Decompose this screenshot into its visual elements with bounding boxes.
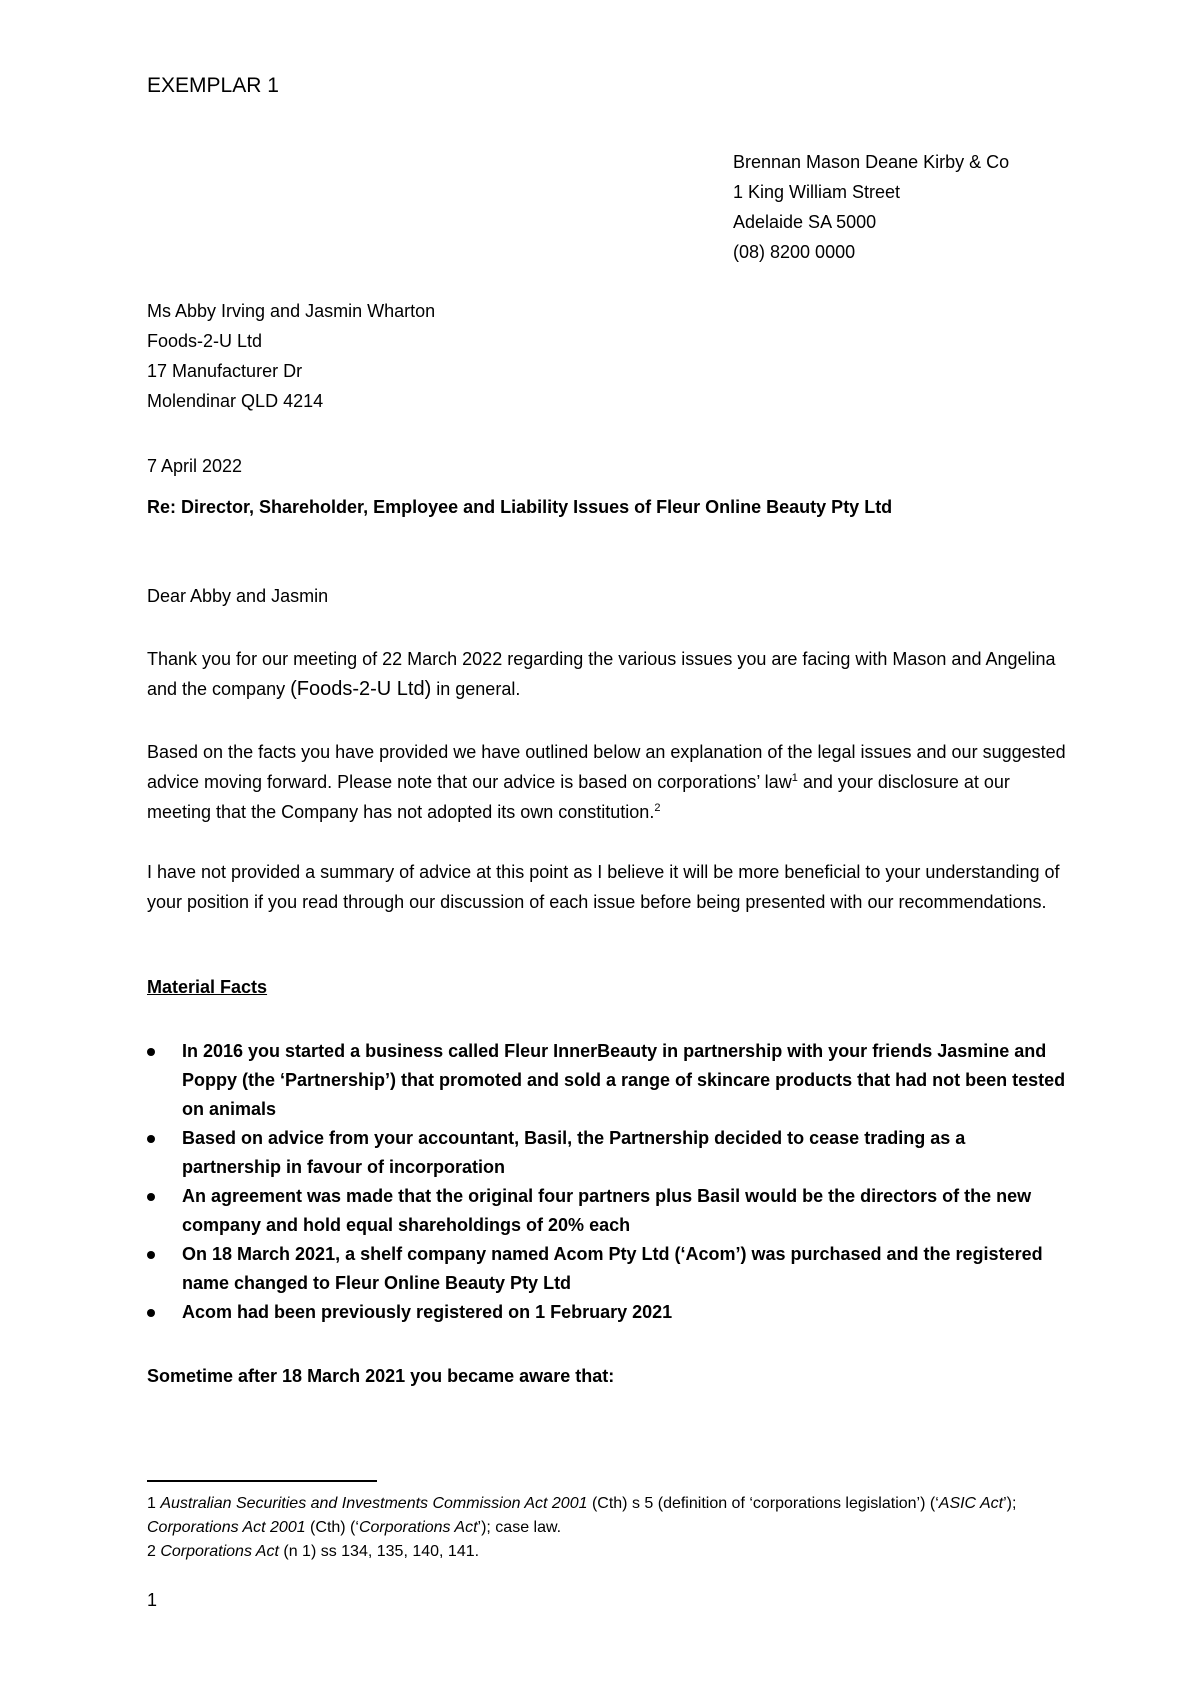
list-item-text: Acom had been previously registered on 1 February 2021 (182, 1302, 673, 1322)
sender-city: Adelaide SA 5000 (733, 212, 877, 232)
footnote-1-title-1: Australian Securities and Investments Commission Act 2001 (160, 1495, 588, 1512)
recipient-company: Foods-2-U Ltd (147, 331, 263, 351)
bullet-icon (147, 1048, 155, 1056)
footnote-1-abbr-2: Corporations Act (358, 1519, 478, 1536)
paragraph-advice-basis (147, 737, 1067, 827)
salutation: Dear Abby and Jasmin (147, 586, 329, 606)
footnote-2-end: (n 1) ss 134, 135, 140, 141. (278, 1543, 480, 1560)
recipient-city: Molendinar QLD 4214 (147, 391, 324, 411)
footnote-1 (147, 1492, 1067, 1540)
list-item (147, 1240, 1067, 1298)
section-title-material-facts: Material Facts (147, 977, 268, 997)
footnote-2-title: Corporations Act (160, 1543, 279, 1560)
footnote-ref-1: 1 (791, 772, 798, 784)
closing-line: Sometime after 18 March 2021 you became aware that: (147, 1366, 615, 1386)
letter-date: 7 April 2022 (147, 456, 243, 476)
paragraph-summary-note: I have not provided a summary of advice at this point as I believe it will be more beneficial to your understanding of your position if you read through our discussion of each issue before being presented with our recommendations. (147, 862, 1060, 912)
footnote-1-title-2: Corporations Act 2001 (147, 1519, 306, 1536)
list-item (147, 1037, 1067, 1124)
document-heading: EXEMPLAR 1 (147, 74, 279, 97)
bullet-icon (147, 1309, 155, 1317)
footnotes-block (147, 1492, 1067, 1564)
footnote-2 (147, 1540, 1067, 1564)
footnote-2-number: 2 (147, 1543, 161, 1560)
footnote-1-text-1: (Cth) s 5 (definition of ‘corporations legislation’) (‘ (587, 1495, 939, 1512)
sender-phone: (08) 8200 0000 (733, 242, 856, 262)
footnote-1-abbr-1: ASIC Act (938, 1495, 1004, 1512)
footnote-1-text-3: (Cth) (‘ (305, 1519, 359, 1536)
footnote-1-number: 1 (147, 1495, 161, 1512)
sender-street: 1 King William Street (733, 182, 901, 202)
company-name-emphasis: (Foods-2-U Ltd) (290, 678, 432, 700)
recipient-address-block (147, 296, 435, 416)
list-item-text: Based on advice from your accountant, Basil, the Partnership decided to cease trading as a partnership in favour of incorporation (182, 1128, 966, 1177)
sender-address-block (733, 147, 1009, 267)
bullet-icon (147, 1135, 155, 1143)
sender-name: Brennan Mason Deane Kirby & Co (733, 152, 1010, 172)
paragraph-meeting-end: in general. (431, 679, 521, 699)
footnote-1-text-2: ’); (1003, 1495, 1017, 1512)
footnote-1-end: ’); case law. (477, 1519, 562, 1536)
list-item-text: On 18 March 2021, a shelf company named Acom Pty Ltd (‘Acom’) was purchased and the registered name changed to Fleur Online Beauty Pty Ltd (182, 1244, 1043, 1293)
footnote-separator (147, 1480, 377, 1482)
list-item-text: In 2016 you started a business called Fleur InnerBeauty in partnership with your friends Jasmine and Poppy (the ‘Partnership’) that promoted and sold a range of skincare products that had not been tested on animals (182, 1041, 1066, 1119)
list-item (147, 1124, 1067, 1182)
paragraph-advice-text-1: Based on the facts you have provided we have outlined below an explanation of the legal issues and our suggested advice moving forward. Please note that our advice is based on corporations’ law (147, 742, 1066, 792)
recipient-street: 17 Manufacturer Dr (147, 361, 303, 381)
list-item-text: An agreement was made that the original four partners plus Basil would be the directors of the new company and hold equal shareholdings of 20% each (182, 1186, 1032, 1235)
paragraph-meeting-text: Thank you for our meeting of 22 March 2022 regarding the various issues you are facing with Mason and Angelina and the company (147, 649, 1056, 699)
paragraph-meeting (147, 644, 1067, 704)
list-item (147, 1182, 1067, 1240)
paragraph-advice-text-2: and your disclosure at our meeting that the Company has not adopted its own constitution. (147, 772, 1010, 822)
footnote-ref-2: 2 (654, 802, 661, 814)
list-item (147, 1298, 1067, 1327)
material-facts-list (147, 1037, 1067, 1327)
subject-line: Re: Director, Shareholder, Employee and Liability Issues of Fleur Online Beauty Pty Ltd (147, 497, 893, 517)
bullet-icon (147, 1193, 155, 1201)
bullet-icon (147, 1251, 155, 1259)
page-number: 1 (147, 1590, 158, 1610)
recipient-names: Ms Abby Irving and Jasmin Wharton (147, 301, 436, 321)
